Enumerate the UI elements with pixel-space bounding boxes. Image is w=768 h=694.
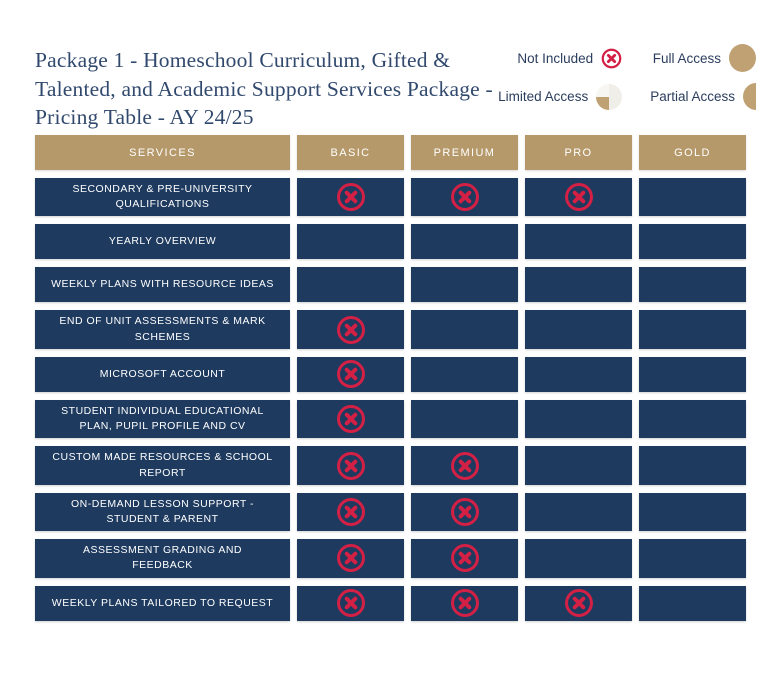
limited-access-label: Limited Access xyxy=(498,89,589,104)
service-label: MICROSOFT ACCOUNT xyxy=(35,357,290,392)
cell-pro-row1 xyxy=(525,178,632,216)
not-included-icon xyxy=(450,182,480,212)
not-included-icon xyxy=(564,588,594,618)
cell-pro-row8 xyxy=(525,493,632,531)
cell-gold-row2 xyxy=(639,224,746,259)
cell-pro-row7 xyxy=(525,446,632,484)
cell-premium-row6 xyxy=(411,400,518,438)
cell-gold-row6 xyxy=(639,400,746,438)
not-included-icon xyxy=(336,543,366,573)
cell-pro-row10 xyxy=(525,586,632,621)
cell-basic-row6 xyxy=(297,400,404,438)
not-included-icon xyxy=(450,588,480,618)
cell-basic-row7 xyxy=(297,446,404,484)
cell-basic-row4 xyxy=(297,310,404,348)
cell-pro-row3 xyxy=(525,267,632,302)
cell-basic-row2 xyxy=(297,224,404,259)
cell-basic-row9 xyxy=(297,539,404,577)
cell-gold-row1 xyxy=(639,178,746,216)
column-header-premium: PREMIUM xyxy=(411,135,518,170)
column-header-basic: BASIC xyxy=(297,135,404,170)
not-included-icon xyxy=(336,182,366,212)
cell-pro-row4 xyxy=(525,310,632,348)
partial-access-icon xyxy=(743,83,756,110)
not-included-label: Not Included xyxy=(517,50,594,66)
not-included-icon xyxy=(336,404,366,434)
service-label: WEEKLY PLANS TAILORED TO REQUEST xyxy=(35,586,290,621)
cell-premium-row7 xyxy=(411,446,518,484)
not-included-icon xyxy=(450,543,480,573)
full-access-label: Full Access xyxy=(652,50,721,66)
cell-gold-row5 xyxy=(639,357,746,392)
column-header-pro: PRO xyxy=(525,135,632,170)
service-label: WEEKLY PLANS WITH RESOURCE IDEAS xyxy=(35,267,290,302)
cell-pro-row9 xyxy=(525,539,632,577)
legend-item-limited-access xyxy=(498,84,622,110)
cell-gold-row3 xyxy=(639,267,746,302)
not-included-icon xyxy=(336,497,366,527)
service-label: ASSESSMENT GRADING AND FEEDBACK xyxy=(35,539,290,577)
legend-item-full-access xyxy=(653,44,756,72)
cell-premium-row5 xyxy=(411,357,518,392)
legend-item-not-included xyxy=(517,48,622,69)
cell-gold-row4 xyxy=(639,310,746,348)
not-included-icon xyxy=(450,497,480,527)
cell-basic-row8 xyxy=(297,493,404,531)
legend-item-partial-access xyxy=(650,83,756,110)
cell-premium-row9 xyxy=(411,539,518,577)
limited-access-icon xyxy=(596,84,622,110)
cell-pro-row6 xyxy=(525,400,632,438)
cell-premium-row2 xyxy=(411,224,518,259)
cell-basic-row5 xyxy=(297,357,404,392)
not-included-icon xyxy=(336,588,366,618)
page-title: Package 1 - Homeschool Curriculum, Gifted & Talented, and Academic Support Services Package - Pricing Table - AY 24/25 xyxy=(35,48,493,130)
service-label: SECONDARY & PRE-UNIVERSITY QUALIFICATIONS xyxy=(35,178,290,216)
full-access-icon xyxy=(729,44,756,72)
not-included-icon xyxy=(450,451,480,481)
cell-premium-row8 xyxy=(411,493,518,531)
not-included-icon xyxy=(336,359,366,389)
service-label: ON-DEMAND LESSON SUPPORT - STUDENT & PARENT xyxy=(35,493,290,531)
service-label: END OF UNIT ASSESSMENTS & MARK SCHEMES xyxy=(35,310,290,348)
cell-premium-row4 xyxy=(411,310,518,348)
cell-premium-row3 xyxy=(411,267,518,302)
cell-gold-row9 xyxy=(639,539,746,577)
cell-basic-row1 xyxy=(297,178,404,216)
partial-access-label: Partial Access xyxy=(650,89,735,104)
column-header-services: SERVICES xyxy=(35,135,290,170)
cell-premium-row1 xyxy=(411,178,518,216)
cell-gold-row10 xyxy=(639,586,746,621)
cell-gold-row8 xyxy=(639,493,746,531)
pricing-table xyxy=(35,135,746,621)
legend xyxy=(498,44,756,110)
not-included-icon xyxy=(564,182,594,212)
not-included-icon xyxy=(601,48,622,69)
column-header-gold: GOLD xyxy=(639,135,746,170)
not-included-icon xyxy=(336,451,366,481)
cell-pro-row5 xyxy=(525,357,632,392)
not-included-icon xyxy=(336,315,366,345)
cell-gold-row7 xyxy=(639,446,746,484)
service-label: CUSTOM MADE RESOURCES & SCHOOL REPORT xyxy=(35,446,290,484)
cell-premium-row10 xyxy=(411,586,518,621)
cell-basic-row10 xyxy=(297,586,404,621)
service-label: STUDENT INDIVIDUAL EDUCATIONAL PLAN, PUPIL PROFILE AND CV xyxy=(35,400,290,438)
cell-basic-row3 xyxy=(297,267,404,302)
cell-pro-row2 xyxy=(525,224,632,259)
service-label: YEARLY OVERVIEW xyxy=(35,224,290,259)
